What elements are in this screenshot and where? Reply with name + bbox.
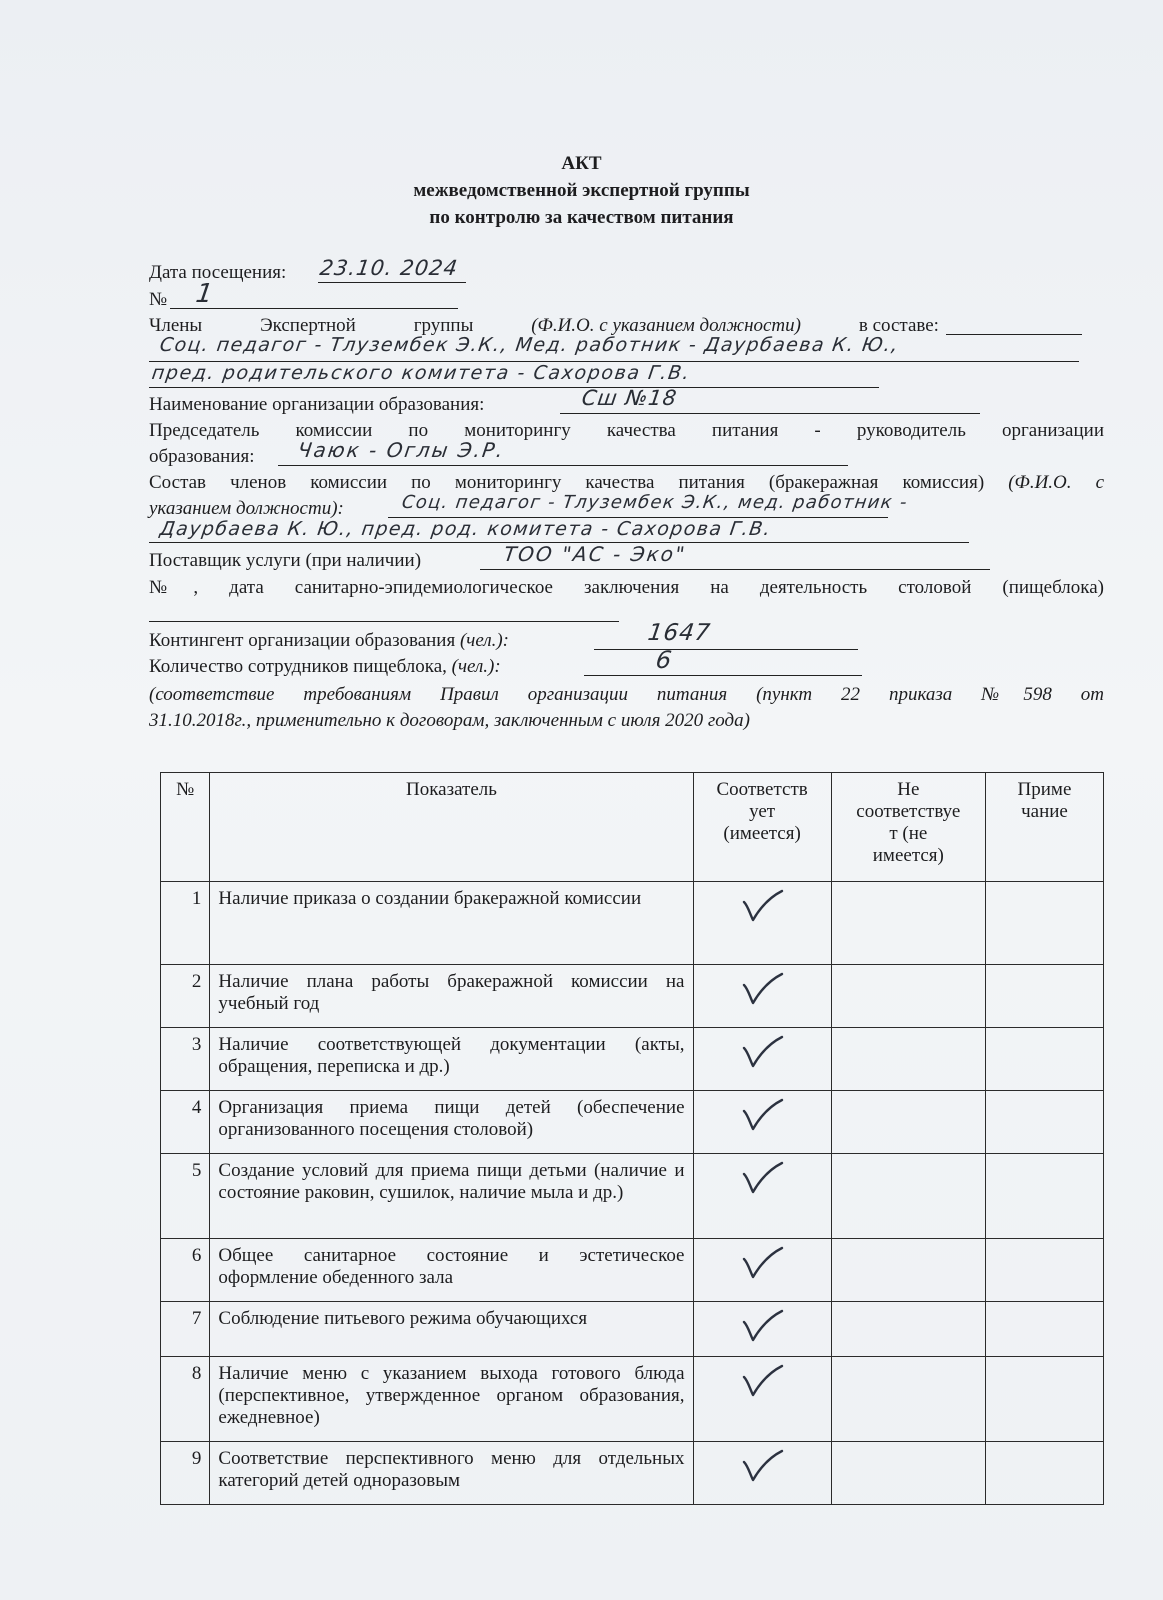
header-complies-line: Соответств (716, 779, 808, 800)
members-underline-3 (149, 387, 879, 388)
document-title-block (0, 150, 1163, 231)
chair-label-2: образования: (149, 446, 255, 467)
members-label-word-4: в составе: (858, 315, 939, 336)
header-note (985, 773, 1103, 882)
header-note-line: Приме (1017, 779, 1072, 800)
table-row (161, 1239, 1104, 1302)
row-number: 9 (161, 1442, 210, 1505)
org-name-underline (560, 413, 980, 414)
row-not-complies-cell (831, 1154, 985, 1239)
row-number: 5 (161, 1154, 210, 1239)
commission-label-text: Состав членов комиссии по мониторингу качества питания (бракеражная комиссия) (149, 472, 985, 493)
row-indicator-text: Соответствие перспективного меню для отдельных категорий детей одноразовым (210, 1442, 693, 1505)
row-number: 7 (161, 1302, 210, 1357)
header-not-complies-line: соответствуе (856, 801, 961, 822)
row-number: 4 (161, 1091, 210, 1154)
indicators-table (160, 772, 1104, 1505)
check-mark-icon (738, 1363, 786, 1405)
staff-underline (584, 675, 862, 676)
table-body (161, 882, 1104, 1505)
members-label-italic: (Ф.И.О. с указанием должности) (531, 315, 801, 336)
check-mark-icon (738, 888, 786, 930)
commission-label-italic-1: (Ф.И.О. с (1008, 472, 1105, 493)
row-indicator-text: Общее санитарное состояние и эстетическое оформление обеденного зала (210, 1239, 693, 1302)
table-row (161, 1302, 1104, 1357)
staff-label (149, 656, 501, 678)
compliance-note-1: (соответствие требованиям Правил организации питания (пункт 22 приказа №598 от (149, 684, 1104, 705)
table-row (161, 1442, 1104, 1505)
header-indicator: Показатель (210, 773, 693, 882)
table-row (161, 1028, 1104, 1091)
table-row (161, 1091, 1104, 1154)
org-name-label: Наименование организации образования: (149, 394, 485, 415)
members-label-word-3: группы (413, 315, 474, 336)
row-complies-cell (693, 1239, 831, 1302)
row-not-complies-cell (831, 965, 985, 1028)
row-note-cell (985, 1357, 1103, 1442)
row-not-complies-cell (831, 1302, 985, 1357)
row-complies-cell (693, 882, 831, 965)
row-number: 8 (161, 1357, 210, 1442)
row-not-complies-cell (831, 1357, 985, 1442)
commission-label-1 (149, 472, 1104, 494)
visit-date-value: 23.10. 2024 (318, 256, 460, 280)
supplier-value: ТОО "АС - Эко" (502, 542, 689, 566)
header-complies-line: (имеется) (723, 823, 801, 844)
check-mark-icon (738, 1448, 786, 1490)
row-note-cell (985, 965, 1103, 1028)
members-underline-1 (946, 334, 1082, 335)
header-not-complies (831, 773, 985, 882)
row-indicator-text: Создание условий для приема пищи детьми (наличие и состояние раковин, сушилок, наличие мыла и др.) (210, 1154, 693, 1239)
compliance-note-2: 31.10.2018г., применительно к договорам, заключенным с июля 2020 года) (149, 710, 750, 731)
commission-label-italic-2: указанием должности): (149, 498, 344, 519)
chair-underline (278, 465, 848, 466)
row-indicator-text: Соблюдение питьевого режима обучающихся (210, 1302, 693, 1357)
row-not-complies-cell (831, 1442, 985, 1505)
table-header-row (161, 773, 1104, 882)
row-complies-cell (693, 965, 831, 1028)
header-note-line: чание (1021, 801, 1068, 822)
table-row (161, 1357, 1104, 1442)
contingent-unit: (чел.): (459, 630, 510, 651)
row-indicator-text: Наличие плана работы бракеражной комиссии на учебный год (210, 965, 693, 1028)
check-mark-icon (738, 1308, 786, 1350)
table-row (161, 882, 1104, 965)
row-not-complies-cell (831, 1028, 985, 1091)
chair-label-1: Председатель комиссии по мониторингу качества питания - руководитель организации (149, 420, 1104, 441)
header-num: № (161, 773, 210, 882)
number-underline (170, 308, 458, 309)
header-not-complies-line: Не (897, 779, 920, 800)
contingent-label (149, 630, 509, 652)
table-row (161, 965, 1104, 1028)
number-value: 1 (193, 279, 216, 309)
row-indicator-text: Наличие меню с указанием выхода готового блюда (перспективное, утвержденное органом образования, ежедневное) (210, 1357, 693, 1442)
header-complies-line: ует (749, 801, 776, 822)
members-value-1: Соц. педагог - Тлузембек Э.К., Мед. работник - Даурбаева К. Ю., (158, 334, 901, 356)
row-note-cell (985, 1091, 1103, 1154)
row-note-cell (985, 1442, 1103, 1505)
visit-date-label: Дата посещения: (149, 262, 287, 283)
row-note-cell (985, 1154, 1103, 1239)
members-label-word-1: Члены (149, 315, 203, 336)
check-mark-icon (738, 1097, 786, 1139)
chair-value: Чаюк - Оглы Э.Р. (296, 438, 507, 462)
contingent-value: 1647 (646, 620, 713, 646)
visit-date-underline (318, 282, 466, 283)
commission-value-2: Даурбаева К. Ю., пред. род. комитета - Сахорова Г.В. (158, 518, 773, 540)
row-note-cell (985, 1302, 1103, 1357)
row-not-complies-cell (831, 1091, 985, 1154)
check-mark-icon (738, 1160, 786, 1202)
row-indicator-text: Наличие приказа о создании бракеражной комиссии (210, 882, 693, 965)
staff-value: 6 (654, 646, 675, 674)
org-name-value: Сш №18 (580, 386, 679, 410)
row-complies-cell (693, 1357, 831, 1442)
sanitary-label: №, дата санитарно-эпидемиологическое заключения на деятельность столовой (пищеблока) (149, 577, 1104, 598)
supplier-underline (480, 569, 990, 570)
row-note-cell (985, 1239, 1103, 1302)
header-not-complies-line: т (не (889, 823, 928, 844)
row-number: 1 (161, 882, 210, 965)
number-label: № (149, 289, 168, 310)
row-complies-cell (693, 1028, 831, 1091)
row-indicator-text: Организация приема пищи детей (обеспечение организованного посещения столовой) (210, 1091, 693, 1154)
members-label-word-2: Экспертной (260, 315, 356, 336)
members-value-2: пред. родительского комитета - Сахорова Г.В. (150, 362, 693, 384)
row-note-cell (985, 1028, 1103, 1091)
staff-unit: (чел.): (451, 656, 501, 677)
staff-label-text: Количество сотрудников пищеблока, (149, 656, 447, 677)
header-not-complies-line: имеется) (872, 845, 944, 866)
row-complies-cell (693, 1154, 831, 1239)
row-number: 6 (161, 1239, 210, 1302)
contingent-label-text: Контингент организации образования (149, 630, 456, 651)
row-note-cell (985, 882, 1103, 965)
row-indicator-text: Наличие соответствующей документации (акты, обращения, переписка и др.) (210, 1028, 693, 1091)
row-not-complies-cell (831, 882, 985, 965)
row-number: 3 (161, 1028, 210, 1091)
row-complies-cell (693, 1091, 831, 1154)
check-mark-icon (738, 971, 786, 1013)
row-complies-cell (693, 1302, 831, 1357)
document-subtitle-1: межведомственной экспертной группы (413, 180, 750, 201)
commission-value-1: Соц. педагог - Тлузембек Э.К., мед. работник - (400, 492, 910, 513)
row-number: 2 (161, 965, 210, 1028)
sanitary-underline (149, 621, 619, 622)
table-row (161, 1154, 1104, 1239)
row-not-complies-cell (831, 1239, 985, 1302)
document-subtitle-2: по контролю за качеством питания (429, 207, 734, 228)
check-mark-icon (738, 1245, 786, 1287)
document-title: АКТ (561, 153, 602, 174)
row-complies-cell (693, 1442, 831, 1505)
header-complies (693, 773, 831, 882)
check-mark-icon (738, 1034, 786, 1076)
supplier-label: Поставщик услуги (при наличии) (149, 550, 422, 571)
contingent-underline (594, 649, 858, 650)
